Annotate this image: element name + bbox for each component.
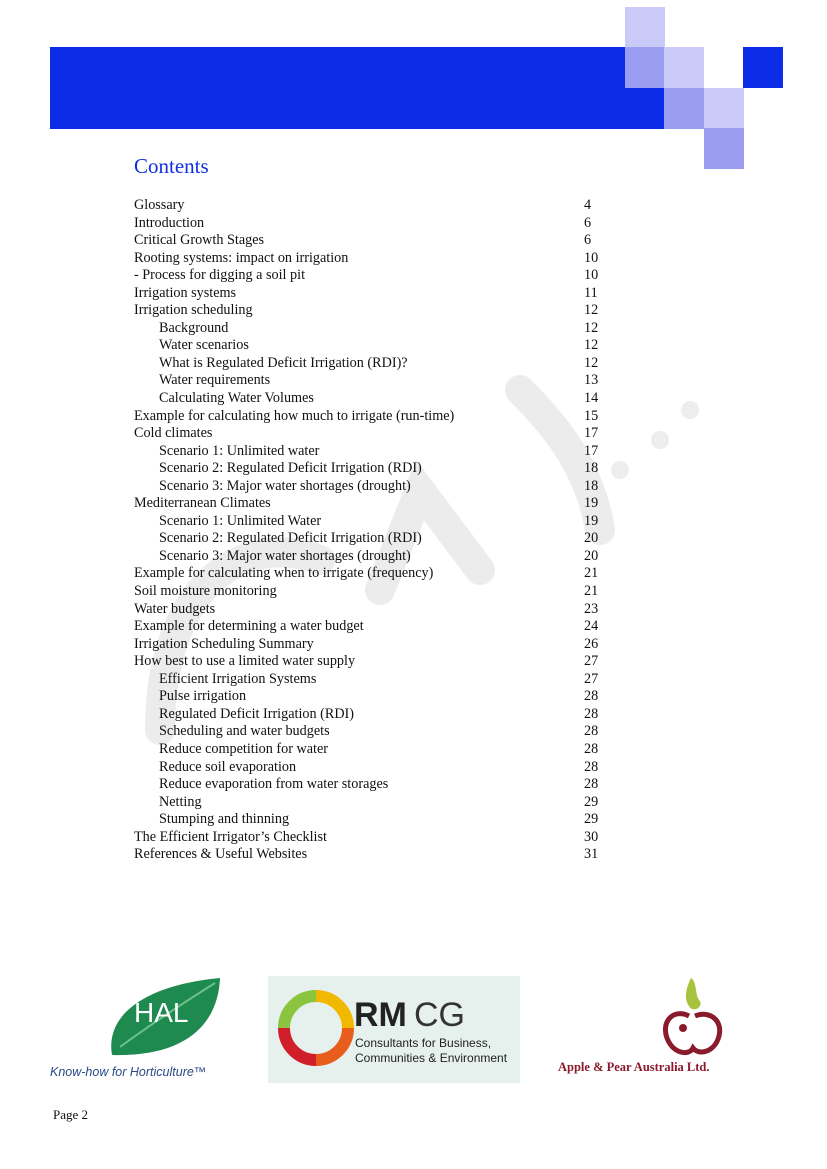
apal-name: Apple & Pear Australia Ltd. — [558, 1060, 710, 1074]
toc-entry[interactable] — [134, 618, 614, 636]
toc-entry-page: 12 — [584, 302, 599, 319]
toc-entry-title: Scenario 1: Unlimited water — [159, 442, 320, 459]
toc-entry[interactable] — [134, 197, 614, 215]
toc-entry-title: Rooting systems: impact on irrigation — [134, 249, 349, 266]
toc-entry[interactable] — [134, 443, 614, 461]
toc-entry[interactable] — [134, 390, 614, 408]
apple-pear-icon — [653, 972, 733, 1062]
toc-entry-title: Reduce evaporation from water storages — [159, 776, 389, 793]
toc-entry-title: - Process for digging a soil pit — [134, 267, 306, 284]
hal-name: HAL — [134, 997, 189, 1028]
toc-entry-page: 21 — [584, 583, 599, 600]
toc-entry-page: 17 — [584, 442, 599, 459]
toc-entry-page: 28 — [584, 723, 599, 740]
toc-entry[interactable] — [134, 653, 614, 671]
toc-entry-page: 28 — [584, 688, 599, 705]
rmcg-tagline-2: Communities & Environment — [355, 1051, 508, 1065]
toc-entry[interactable] — [134, 267, 614, 285]
toc-entry-title: Reduce competition for water — [159, 740, 329, 757]
header-banner — [50, 47, 664, 129]
toc-entry[interactable] — [134, 723, 614, 741]
toc-entry-page: 27 — [584, 653, 599, 670]
toc-entry-page: 19 — [584, 512, 599, 529]
toc-entry-page: 28 — [584, 758, 599, 775]
toc-entry-title: Scheduling and water budgets — [159, 723, 330, 740]
toc-entry-title: Water scenarios — [159, 337, 249, 354]
toc-entry-page: 27 — [584, 670, 599, 687]
toc-entry-page: 20 — [584, 547, 599, 564]
toc-entry-page: 12 — [584, 354, 599, 371]
toc-entry[interactable] — [134, 320, 614, 338]
toc-entry-title: Critical Growth Stages — [134, 232, 265, 249]
toc-entry[interactable] — [134, 232, 614, 250]
table-of-contents — [134, 197, 614, 864]
toc-entry[interactable] — [134, 408, 614, 426]
toc-entry-title: Scenario 3: Major water shortages (drought) — [159, 477, 411, 494]
toc-entry-title: Irrigation scheduling — [134, 302, 253, 319]
hal-logo — [50, 975, 240, 1085]
decor-square — [625, 7, 665, 48]
toc-entry[interactable] — [134, 302, 614, 320]
toc-entry-page: 6 — [584, 232, 592, 249]
toc-entry-page: 21 — [584, 565, 599, 582]
decor-square — [704, 128, 744, 169]
toc-entry[interactable] — [134, 706, 614, 724]
toc-entry[interactable] — [134, 601, 614, 619]
toc-entry-page: 19 — [584, 495, 599, 512]
toc-entry-page: 18 — [584, 477, 599, 494]
toc-entry[interactable] — [134, 811, 614, 829]
toc-entry-page: 10 — [584, 249, 599, 266]
toc-entry-title: Scenario 2: Regulated Deficit Irrigation (RDI) — [159, 460, 422, 477]
toc-entry-title: Reduce soil evaporation — [159, 758, 297, 775]
toc-entry[interactable] — [134, 846, 614, 864]
toc-entry-title: How best to use a limited water supply — [134, 653, 356, 670]
contents-title: Contents — [134, 154, 209, 178]
toc-entry-title: Pulse irrigation — [159, 688, 247, 705]
toc-entry[interactable] — [134, 548, 614, 566]
toc-entry-title: Example for calculating how much to irrigate (run-time) — [134, 407, 455, 424]
toc-entry-title: Netting — [159, 793, 202, 810]
toc-entry-page: 30 — [584, 828, 599, 845]
toc-entry-page: 6 — [584, 214, 592, 231]
toc-entry[interactable] — [134, 425, 614, 443]
toc-entry-page: 28 — [584, 776, 599, 793]
toc-entry-page: 14 — [584, 390, 599, 407]
toc-entry-title: The Efficient Irrigator’s Checklist — [134, 828, 327, 845]
toc-entry-page: 4 — [584, 197, 592, 213]
toc-entry[interactable] — [134, 636, 614, 654]
rmcg-name-bold: RM — [354, 996, 407, 1034]
toc-entry[interactable] — [134, 759, 614, 777]
decor-square — [664, 47, 704, 88]
toc-entry[interactable] — [134, 794, 614, 812]
toc-entry-title: Calculating Water Volumes — [159, 390, 314, 407]
toc-entry[interactable] — [134, 530, 614, 548]
toc-entry-page: 13 — [584, 372, 599, 389]
toc-entry[interactable] — [134, 565, 614, 583]
toc-entry-page: 17 — [584, 425, 599, 442]
toc-entry[interactable] — [134, 355, 614, 373]
toc-entry-title: What is Regulated Deficit Irrigation (RDI)? — [159, 354, 408, 371]
toc-entry-page: 11 — [584, 284, 598, 301]
toc-entry[interactable] — [134, 460, 614, 478]
toc-entry[interactable] — [134, 372, 614, 390]
hal-tagline: Know-how for Horticulture™ — [50, 1065, 207, 1079]
toc-entry-page: 23 — [584, 600, 599, 617]
toc-entry[interactable] — [134, 495, 614, 513]
toc-entry-title: Scenario 2: Regulated Deficit Irrigation (RDI) — [159, 530, 422, 547]
toc-entry-title: Scenario 3: Major water shortages (drought) — [159, 547, 411, 564]
toc-entry-page: 12 — [584, 337, 599, 354]
toc-entry-title: Example for calculating when to irrigate (frequency) — [134, 565, 434, 582]
toc-entry-page: 24 — [584, 618, 599, 635]
toc-entry-title: Regulated Deficit Irrigation (RDI) — [159, 705, 355, 722]
toc-entry-page: 28 — [584, 740, 599, 757]
toc-entry[interactable] — [134, 776, 614, 794]
decor-square — [743, 47, 783, 88]
toc-entry[interactable] — [134, 583, 614, 601]
rmcg-name-light: CG — [414, 996, 465, 1034]
toc-entry[interactable] — [134, 671, 614, 689]
toc-entry-title: Cold climates — [134, 425, 213, 442]
rmcg-logo — [268, 976, 520, 1083]
toc-entry-title: Background — [159, 319, 229, 336]
toc-entry-title: Stumping and thinning — [159, 811, 290, 828]
toc-entry-page: 12 — [584, 319, 599, 336]
toc-entry-title: Water budgets — [134, 600, 216, 617]
toc-entry[interactable] — [134, 478, 614, 496]
toc-entry-page: 29 — [584, 811, 599, 828]
page-number: Page 2 — [53, 1107, 89, 1122]
toc-entry-title: Introduction — [134, 214, 205, 231]
toc-entry-page: 29 — [584, 793, 599, 810]
toc-entry-title: Mediterranean Climates — [134, 495, 271, 512]
toc-entry-title: Efficient Irrigation Systems — [159, 670, 317, 687]
toc-entry-title: Water requirements — [159, 372, 271, 389]
toc-entry[interactable] — [134, 215, 614, 233]
toc-entry-page: 10 — [584, 267, 599, 284]
toc-entry-page: 26 — [584, 635, 599, 652]
apal-logo — [555, 972, 730, 1080]
toc-entry[interactable] — [134, 250, 614, 268]
toc-entry-page: 15 — [584, 407, 599, 424]
toc-entry[interactable] — [134, 337, 614, 355]
toc-entry-title: Soil moisture monitoring — [134, 583, 277, 600]
toc-entry-title: Example for determining a water budget — [134, 618, 364, 635]
toc-entry-title: Glossary — [134, 197, 185, 213]
toc-entry[interactable] — [134, 688, 614, 706]
toc-entry[interactable] — [134, 741, 614, 759]
rmcg-ring-icon — [276, 988, 356, 1068]
decor-square — [625, 47, 665, 88]
toc-entry-title: Irrigation systems — [134, 284, 237, 301]
toc-entry-title: Irrigation Scheduling Summary — [134, 635, 314, 652]
toc-entry[interactable] — [134, 513, 614, 531]
toc-entry-page: 31 — [584, 846, 599, 863]
toc-entry-page: 20 — [584, 530, 599, 547]
decor-square — [704, 88, 744, 129]
rmcg-tagline-1: Consultants for Business, — [355, 1036, 492, 1050]
toc-entry[interactable] — [134, 829, 614, 847]
toc-entry-title: References & Useful Websites — [134, 846, 308, 863]
toc-entry-title: Scenario 1: Unlimited Water — [159, 512, 322, 529]
toc-entry[interactable] — [134, 285, 614, 303]
decor-square — [664, 88, 704, 129]
toc-entry-page: 28 — [584, 705, 599, 722]
toc-entry-page: 18 — [584, 460, 599, 477]
